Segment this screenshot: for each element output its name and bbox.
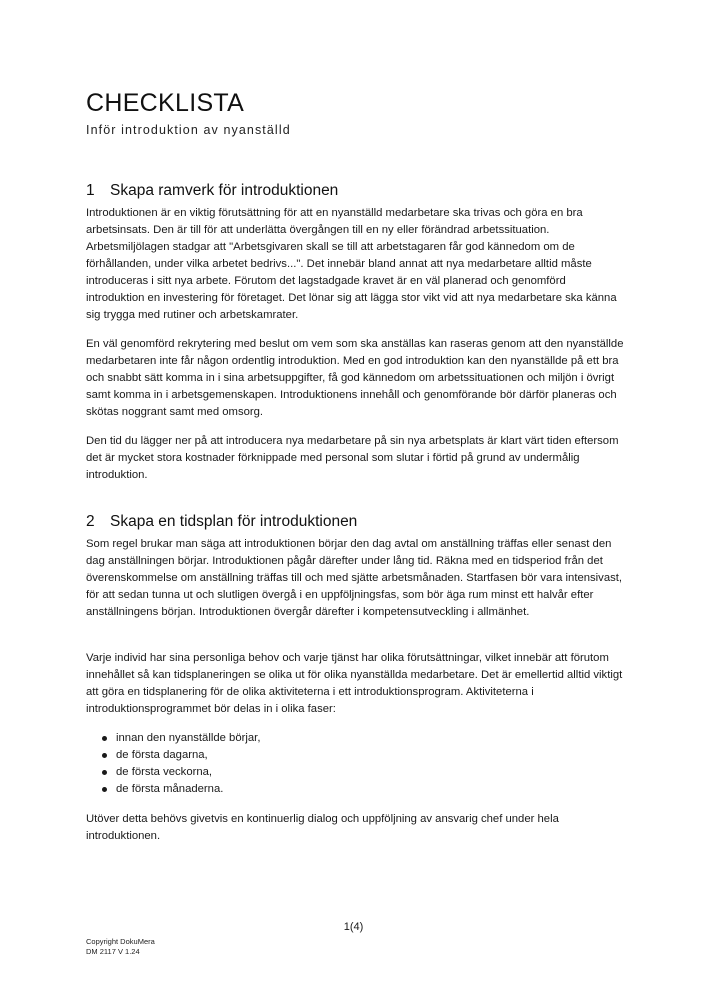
bullet-icon (102, 736, 107, 741)
footer-copyright: Copyright DokuMera (86, 937, 155, 946)
section-number: 2 (86, 513, 95, 530)
bullet-icon (102, 770, 107, 775)
paragraph: Den tid du lägger ner på att introducera nya medarbetare på sin nya arbetsplats är klart värt tiden eftersom det är mycket stora kostnader förknippade med personal som slutar i förtid på grund av undermålig introduktion. (86, 435, 619, 481)
section-2 (86, 511, 626, 533)
section-1-paragraph-1 (86, 205, 626, 324)
section-heading (86, 511, 626, 533)
bullet-icon (102, 753, 107, 758)
list-item: de första månaderna. (86, 781, 626, 798)
paragraph: Utöver detta behövs givetvis en kontinuerlig dialog och uppföljning av ansvarig chef under hela introduktionen. (86, 813, 559, 842)
section-1-paragraph-3 (86, 433, 626, 484)
list-item: de första dagarna, (86, 747, 626, 764)
paragraph: En väl genomförd rekrytering med beslut om vem som ska anställas kan raseras genom att den nyanställde medarbetaren inte får någon ordentlig introduktion. Med en god introduktion kan den nyanställde på ett bra och snabbt sätt komma in i sina arbetsuppgifter, få god kännedom om arbetssituationen och miljön i övrigt samt komma in i arbetsgemenskapen. Introduktionens innehåll och genomförande bör därför planeras och skötas noggrant samt med omsorg. (86, 338, 624, 418)
page-number: 1(4) (343, 921, 364, 933)
section-2-paragraph-1 (86, 536, 626, 621)
document-subtitle: Inför introduktion av nyanställd (86, 123, 291, 137)
footer (86, 937, 155, 957)
section-2-closing (86, 811, 626, 845)
paragraph: Som regel brukar man säga att introduktionen börjar den dag avtal om anställning träffas eller senast den dag anställningen börjar. Introduktionen pågår därefter under lång tid. Räkna med en tidsperiod från det överenskommelse om anställning träffas till och med sjätte arbetsmånaden. Startfasen bör vara intensivast, för att sedan tunna ut och slutligen övergå i en uppföljningsfas, som bör äga rum minst ett halvår efter anställningens början. Introduktionen övergår därefter i kompetensutveckling i allmänhet. (86, 538, 623, 618)
section-1 (86, 180, 626, 202)
paragraph: Introduktionen är en viktig förutsättning för att en nyanställd medarbetare ska trivas och göra en bra arbetsinsats. Den är till för att underlätta övergången till en ny eller förändrad arbetssituation. Arbetsmiljölagen stadgar att "Arbetsgivaren skall se till att arbetstagaren får god kännedom om de förhållanden, under vilka arbetet bedrivs...". Det innebär bland annat att nya medarbetare alltid måste introduceras i sitt nya arbete. Förutom det lagstadgade kravet är en väl planerad och genomförd introduktion en investering för företaget. Det lönar sig att lägga stor vikt vid att nya medarbetare ska känna sig trygga med rutiner och arbetskamrater. (86, 207, 617, 321)
section-heading (86, 180, 626, 202)
bullet-icon (102, 787, 107, 792)
footer-version: DM 2117 V 1.24 (86, 947, 140, 956)
section-2-bullet-list (86, 730, 626, 798)
section-2-paragraph-2 (86, 650, 626, 718)
list-item: innan den nyanställde börjar, (86, 730, 626, 747)
phase-list (86, 730, 626, 798)
document-title: CHECKLISTA (86, 89, 245, 117)
list-item: de första veckorna, (86, 764, 626, 781)
section-heading-text: Skapa en tidsplan för introduktionen (110, 513, 358, 530)
section-1-paragraph-2 (86, 336, 626, 421)
paragraph: Varje individ har sina personliga behov och varje tjänst har olika förutsättningar, vilket innebär att förutom innehållet så kan tidsplaneringen se olika ut för olika nyanställda medarbetare. Det är emellertid alltid viktigt att göra en tidsplanering för de olika aktiviteterna i ett introduktionsprogram. Aktiviteterna i introduktionsprogrammet bör delas in i olika faser: (86, 652, 623, 715)
section-heading-text: Skapa ramverk för introduktionen (110, 182, 339, 199)
section-number: 1 (86, 182, 95, 199)
